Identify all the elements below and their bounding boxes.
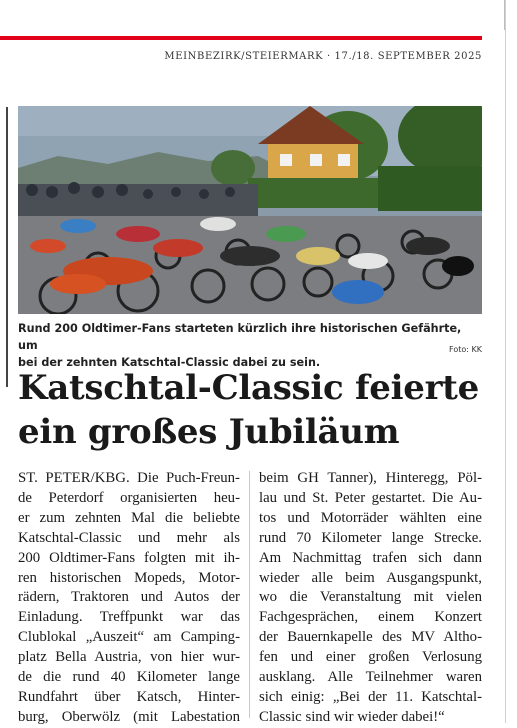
body-line: Fachgesprächen, einem Konzert xyxy=(259,609,482,626)
body-line: Clublokal „Auszeit“ am Camping- xyxy=(18,629,240,646)
body-line: Am Nachmittag trafen sich dann xyxy=(259,549,482,566)
caption-line: Rund 200 Oldtimer-Fans starteten kürzlich ihre historischen Gefährte, um xyxy=(18,322,462,352)
article-headline xyxy=(18,366,498,454)
body-line: ausklang. Alle Teilnehmer waren xyxy=(259,669,482,686)
header-separator: · xyxy=(326,51,331,62)
page-edge xyxy=(505,0,506,723)
body-line: Einladung. Treffpunkt war das xyxy=(18,609,240,626)
body-line: wieder alle beim Ausgangspunkt, xyxy=(259,569,482,586)
body-line: beim GH Tanner), Hinteregg, Pöl- xyxy=(259,470,482,486)
accent-bar xyxy=(6,107,8,387)
body-line: Katschtal-Classic und mehr als xyxy=(18,529,240,546)
article-column-right xyxy=(259,469,482,728)
publication-date: 17./18. SEPTEMBER 2025 xyxy=(334,51,482,62)
body-line: der Bauernkapelle des MV Altho- xyxy=(259,629,482,646)
body-line: de die rund 40 Kilometer lange xyxy=(18,669,240,686)
photo-caption xyxy=(18,320,482,371)
body-line: ST. PETER/KBG. Die Puch-Freun- xyxy=(18,470,240,486)
article-column-left xyxy=(18,469,240,728)
publication-header xyxy=(0,51,482,62)
body-line: lau und St. Peter gestartet. Die Au- xyxy=(259,489,482,506)
body-line: platz Bella Austria, von hier wur- xyxy=(18,649,240,666)
publication-name: MEINBEZIRK/STEIERMARK xyxy=(164,51,324,62)
body-line: de Peterdorf organisierten heu- xyxy=(18,489,240,506)
body-line: rädern, Traktoren und Autos der xyxy=(18,589,240,606)
column-divider xyxy=(249,471,250,718)
body-line: er zum zehnten Mal die beliebte xyxy=(18,509,240,526)
body-line: wo die Veranstaltung mit vielen xyxy=(259,589,482,606)
top-frame xyxy=(0,0,505,30)
body-line: rund 70 Kilometer lange Strecke. xyxy=(259,529,482,546)
red-rule xyxy=(0,36,482,40)
body-line: sich einig: „Bei der 11. Katschtal- xyxy=(259,688,482,705)
body-line: Rundfahrt über Katsch, Hinter- xyxy=(18,688,240,705)
body-line: burg, Oberwölz (mit Labestation xyxy=(18,708,240,725)
headline-line: Katschtal-Classic feierte xyxy=(18,368,479,408)
body-line: fen und einer großen Verlosung xyxy=(259,649,482,666)
body-line: 200 Oldtimer-Fans folgten mit ih- xyxy=(18,549,240,566)
body-line: Classic sind wir wieder dabei!“ xyxy=(259,708,445,725)
body-line: tos und Motorräder wählten eine xyxy=(259,509,482,526)
photo-credit: Foto: KK xyxy=(449,345,482,354)
body-line: ren historischen Mopeds, Motor- xyxy=(18,569,240,586)
caption-line: bei der zehnten Katschtal-Classic dabei zu sein. xyxy=(18,356,321,369)
event-photo xyxy=(18,106,482,314)
headline-line: ein großes Jubiläum xyxy=(18,412,400,452)
